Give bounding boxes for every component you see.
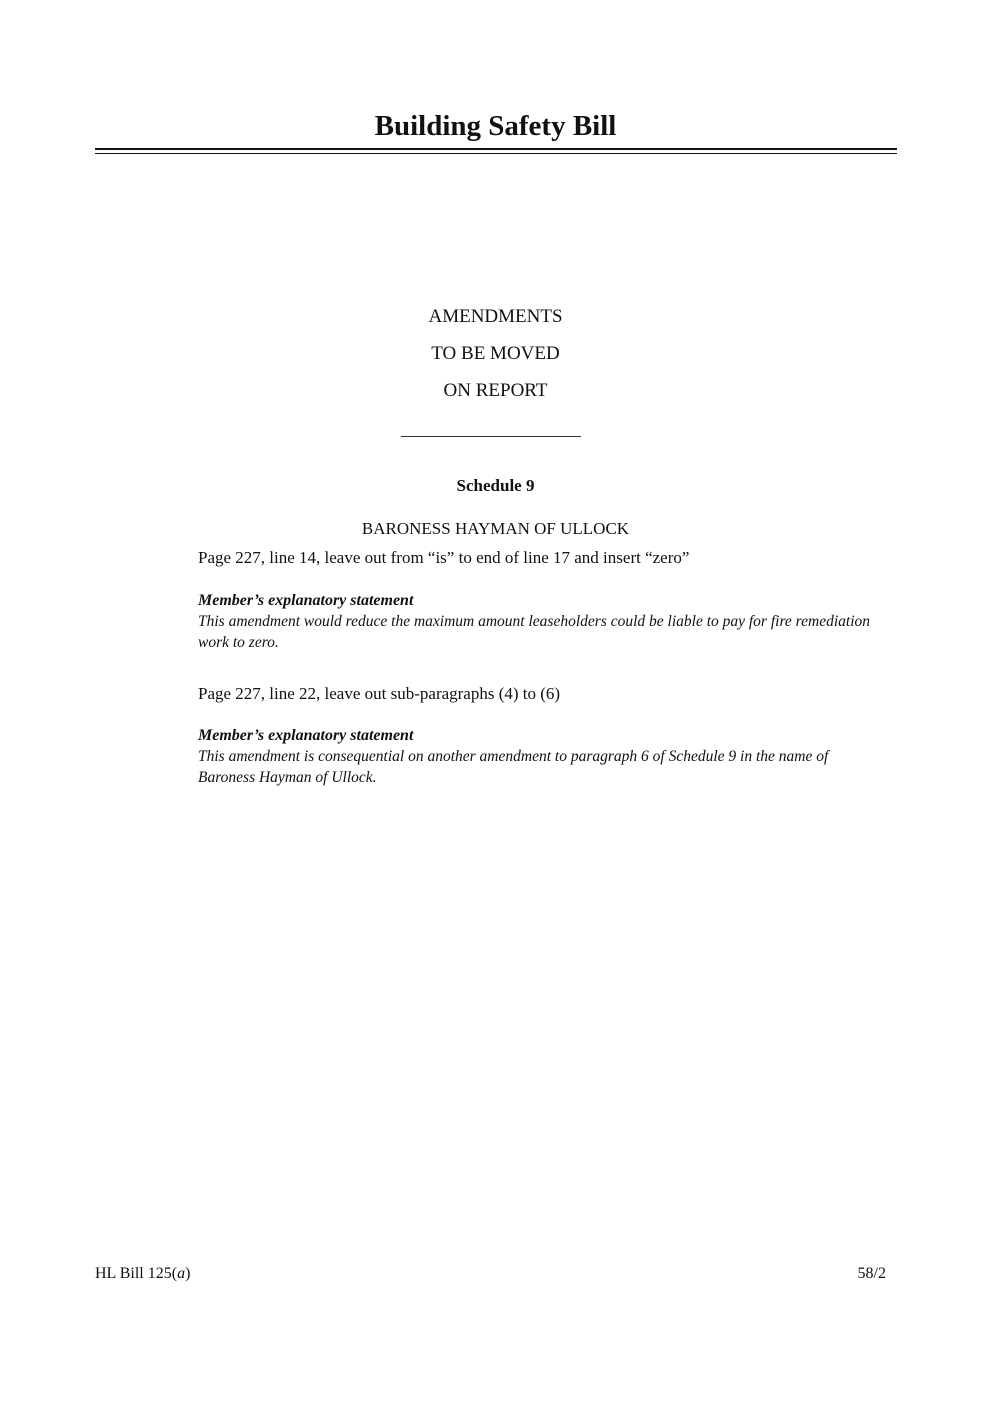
section-separator — [401, 436, 581, 437]
member-name: BARONESS HAYMAN OF ULLOCK — [361, 519, 630, 538]
footer-bill-close: ) — [185, 1265, 191, 1282]
heading-line-1: AMENDMENTS — [428, 306, 563, 327]
amendment-1-text: Page 227, line 14, leave out from “is” to end of line 17 and insert “zero” — [198, 548, 690, 567]
page-title: Building Safety Bill — [374, 110, 617, 142]
amendment-1-statement-label: Member’s explanatory statement — [198, 592, 414, 609]
schedule-heading: Schedule 9 — [456, 476, 535, 495]
heading-line-2: TO BE MOVED — [431, 343, 560, 364]
title-rule-thin — [95, 153, 897, 154]
footer-page-ref: 58/2 — [857, 1265, 886, 1282]
amendment-2-statement-label: Member’s explanatory statement — [198, 727, 414, 744]
footer-bill-suffix: a — [177, 1265, 186, 1282]
footer-bill-prefix: HL Bill 125( — [95, 1265, 178, 1282]
title-rule-thick — [95, 148, 897, 150]
amendment-2-statement: This amendment is consequential on another amendment to paragraph 6 of Schedule 9 in the name of Baroness Hayman of Ullock. — [198, 748, 829, 786]
amendment-2-text: Page 227, line 22, leave out sub-paragraphs (4) to (6) — [198, 684, 561, 703]
amendment-1-statement: This amendment would reduce the maximum amount leaseholders could be liable to pay for fire remediation work to zero. — [198, 613, 870, 651]
heading-line-3: ON REPORT — [443, 380, 548, 401]
footer-bill-number — [95, 1263, 190, 1285]
